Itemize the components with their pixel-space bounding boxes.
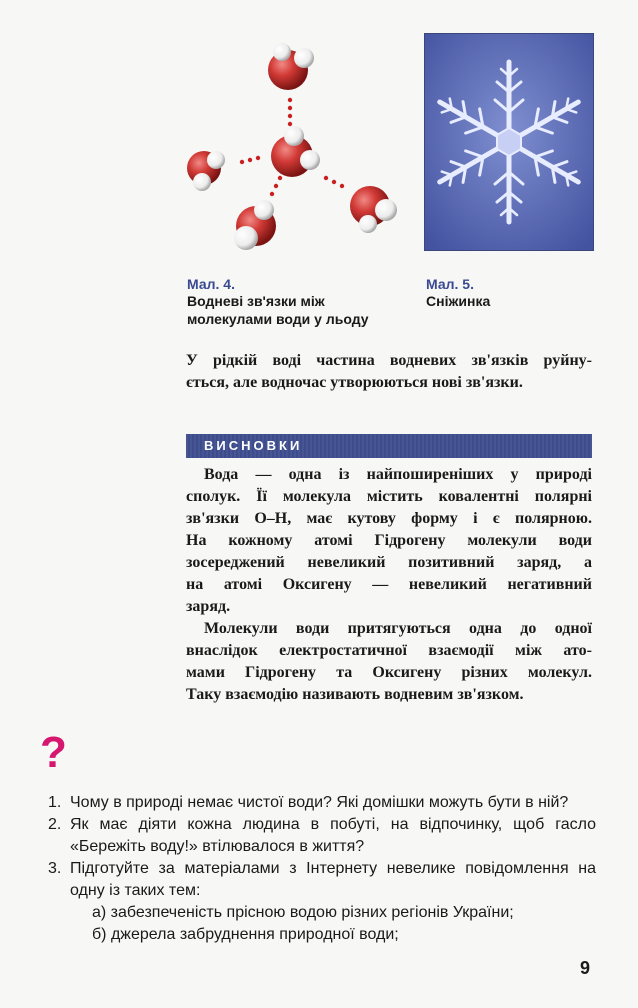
text-line: ється, але водночас утворюються нові зв'язки. (186, 374, 523, 391)
question-text (70, 858, 596, 902)
conclusions-heading: ВИСНОВКИ (204, 438, 303, 453)
text-line: зосереджений невеликий позитивний заряд, а (186, 554, 592, 571)
question-text (70, 792, 596, 814)
water-molecule-top (268, 43, 314, 90)
question-1 (48, 792, 596, 814)
snowflake-photo (424, 33, 594, 251)
question-line: одну із таких тем: (70, 882, 201, 899)
text-line: У рідкій воді частина водневих зв'язків руйну- (186, 352, 592, 369)
water-molecule-center (271, 126, 320, 177)
topic-item: б) джерела забруднення природної води; (92, 926, 399, 943)
figure-4-caption-line: Водневі зв'язки між (187, 293, 325, 309)
text-line: Молекули води притягуються одна до одної (204, 620, 592, 637)
figure-4-caption (187, 276, 369, 328)
water-molecules-illustration (180, 30, 410, 265)
question-line: «Бережіть воду!» втілювалося в життя? (70, 838, 365, 855)
question-text (70, 814, 596, 858)
conclusions-paragraph-1 (186, 464, 592, 618)
question-number: 1. (48, 794, 62, 811)
water-molecule-bottom (234, 200, 276, 250)
question-2 (48, 814, 596, 858)
topic-list (92, 902, 592, 946)
text-line: заряд. (186, 598, 231, 615)
text-line: Таку взаємодію називають водневим зв'язком. (186, 686, 524, 703)
text-line: на атомі Оксигену — невеликий негативний (186, 576, 592, 593)
text-line: мами Гідрогену та Оксигену різних молекул. (186, 664, 592, 681)
figure-5-caption (426, 276, 490, 310)
question-line: Як має діяти кожна людина в побуті, на відпочинку, щоб гасло (70, 816, 596, 833)
question-line: Підготуйте за матеріалами з Інтернету невелике повідомлення на (70, 860, 596, 877)
conclusions-paragraph-2 (186, 618, 592, 706)
text-line: На кожному атомі Гідрогену молекули води (186, 532, 592, 549)
figure-4-label: Мал. 4. (187, 276, 235, 292)
question-3 (48, 858, 596, 902)
intro-paragraph (186, 350, 592, 394)
topic-item: а) забезпеченість прісною водою різних регіонів України; (92, 904, 514, 921)
text-line: внаслідок електростатичної взаємодії між ато- (186, 642, 592, 659)
conclusions-heading-bar (186, 434, 592, 458)
water-molecule-left (187, 151, 225, 191)
figure-5-label: Мал. 5. (426, 276, 474, 292)
question-number: 2. (48, 816, 62, 833)
question-line: Чому в природі немає чистої води? Які домішки можуть бути в ній? (70, 794, 569, 811)
text-line: зв'язки О–Н, має кутову форму і є полярною. (186, 510, 592, 527)
question-number: 3. (48, 860, 62, 877)
figure-4-caption-line: молекулами води у льоду (187, 311, 369, 327)
water-molecule-right (350, 186, 397, 233)
question-mark-icon: ? (40, 728, 67, 777)
text-line: сполук. Її молекула містить ковалентні полярні (186, 488, 592, 505)
text-line: Вода — одна із найпоширеніших у природі (204, 466, 592, 483)
page-number: 9 (580, 958, 591, 978)
figure-5-caption-line: Сніжинка (426, 293, 491, 309)
